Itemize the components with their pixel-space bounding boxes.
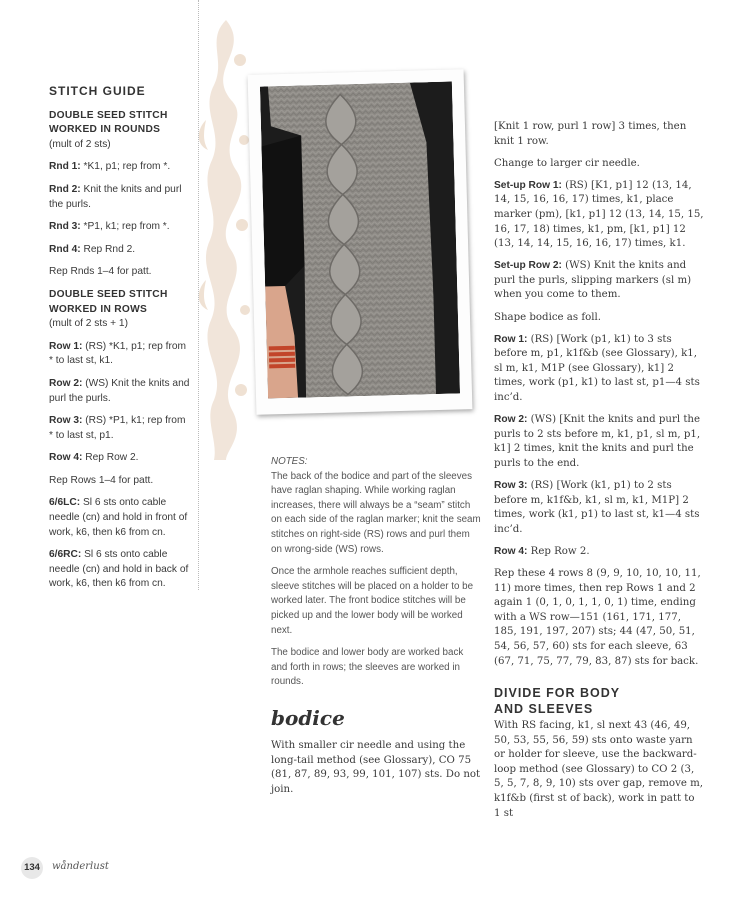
setup-row-1: Set-up Row 1: (RS) [K1, p1] 12 (13, 14, 14, 15, 16, 16, 17) times, k1, place marker (pm), [k1, p1] 12 (13, 14, 15, 15, 16, 17, 18) times, k1, pm, [k1, p1] 12 (13, 14, 14, 15, 16, 16, 17) times, k1. <box>494 179 704 250</box>
stitch-guide <box>49 84 191 600</box>
double-seed-rounds-mult: (mult of 2 sts) <box>49 138 111 150</box>
shape-row-1: Row 1: (RS) [Work (p1, k1) to 3 sts before m, p1, k1f&b (see Glossary), k1, sl m, k1, M1P (see Glossary), k1] 2 times, work (p1, k1) to last st, p1—4 sts inc’d. <box>494 333 700 403</box>
shape-bodice: Shape bodice as foll. <box>494 311 602 323</box>
notes-heading: NOTES: <box>271 456 308 467</box>
shape-row-4: Row 4: Rep Row 2. <box>494 545 590 557</box>
setup-row-2: Set-up Row 2: (WS) Knit the knits and purl the purls, slipping markers (sl m) when you come to them. <box>494 260 692 301</box>
rounds-repeat: Rep Rnds 1–4 for patt. <box>49 266 152 278</box>
bodice-text: With smaller cir needle and using the long-tail method (see Glossary), CO 75 (81, 87, 89, 93, 99, 101, 107) sts. Do not join. <box>271 740 481 795</box>
row-4: Row 4: Rep Row 2. <box>49 452 139 464</box>
rows-repeat: Rep Rows 1–4 for patt. <box>49 474 154 486</box>
shape-row-2: Row 2: (WS) [Knit the knits and purl the purls to 2 sts before m, k1, p1, sl m, p1, k1] 2 times, knit the knits and purl the purls to the end. <box>494 414 701 469</box>
divide-text: With RS facing, k1, sl next 43 (46, 49, 50, 53, 55, 56, 59) sts onto waste yarn or holder for sleeve, use the backward-loop method (see Glossary) to CO 2 (3, 5, 5, 7, 8, 9, 10) sts over gap, remove m, k1f&b (first st of back), work in patt to 1 st <box>494 720 703 819</box>
repeat-text: Rep these 4 rows 8 (9, 9, 10, 10, 10, 11, 11) more times, then rep Rows 1 and 2 again 1 (0, 1, 0, 1, 1, 0, 1) time, ending with a WS row—151 (161, 171, 177, 185, 191, 197, 207) sts; 44 (47, 50, 51, 54, 56, 57, 60) sts for each sleeve, 63 (67, 71, 75, 77, 79, 83, 87) sts for back. <box>494 567 701 667</box>
double-seed-rows-mult: (mult of 2 sts + 1) <box>49 318 128 330</box>
bodice-heading: bodice <box>271 706 345 730</box>
row-2: Row 2: (WS) Knit the knits and purl the purls. <box>49 377 190 404</box>
page-number: 134 <box>21 857 43 879</box>
shape-row-3: Row 3: (RS) [Work (k1, p1) to 2 sts before m, k1f&b, k1, sl m, k1, M1P] 2 times, work (k1, p1) to last st, k1—4 sts inc’d. <box>494 479 700 535</box>
column-divider <box>198 0 199 590</box>
cable-6-6rc: 6/6RC: Sl 6 sts onto cable needle (cn) and hold in back of work, k6, then k6 from cn. <box>49 549 189 590</box>
notes-paragraph-1: The back of the bodice and part of the sleeves have raglan shaping. While working raglan increases, there will always be a “seam” stitch on each side of the raglan marker; knit the seam stitches on right-side (RS) rows and purl them on wrong-side (WS) rows. <box>271 470 481 555</box>
sweater-illustration <box>260 82 460 399</box>
rnd-2: Rnd 2: Knit the knits and purl the purls. <box>49 183 182 210</box>
stitch-guide-title: STITCH GUIDE <box>49 84 146 98</box>
notes-paragraph-2: Once the armhole reaches sufficient depth, sleeve stitches will be placed on a holder to be worked later. The front bodice stitches will be picked up and the lower body will be worked next. <box>271 566 474 636</box>
cable-6-6lc: 6/6LC: Sl 6 sts onto cable needle (cn) and hold in front of work, k6, then k6 from cn. <box>49 497 188 538</box>
notes-paragraph-3: The bodice and lower body are worked back and forth in rows; the sleeves are worked in rounds. <box>271 647 464 688</box>
pattern-instructions <box>494 120 704 829</box>
row-1: Row 1: (RS) *K1, p1; rep from * to last st, k1. <box>49 340 187 367</box>
rnd-1: Rnd 1: *K1, p1; rep from *. <box>49 161 171 173</box>
double-seed-rows-heading: DOUBLE SEED STITCH WORKED IN ROWS <box>49 288 168 315</box>
double-seed-rounds-heading: DOUBLE SEED STITCH WORKED IN ROUNDS <box>49 109 168 136</box>
rnd-4: Rnd 4: Rep Rnd 2. <box>49 243 136 255</box>
notes <box>271 455 481 698</box>
book-title: wånderlust <box>52 861 109 872</box>
sweater-photo <box>260 82 460 399</box>
divide-heading: DIVIDE FOR BODY AND SLEEVES <box>494 686 621 717</box>
row-3: Row 3: (RS) *P1, k1; rep from * to last st, p1. <box>49 415 186 441</box>
photo-frame <box>248 69 473 415</box>
rnd-3: Rnd 3: *P1, k1; rep from *. <box>49 221 170 233</box>
intro-line-1: [Knit 1 row, purl 1 row] 3 times, then knit 1 row. <box>494 121 687 147</box>
intro-line-2: Change to larger cir needle. <box>494 157 640 169</box>
